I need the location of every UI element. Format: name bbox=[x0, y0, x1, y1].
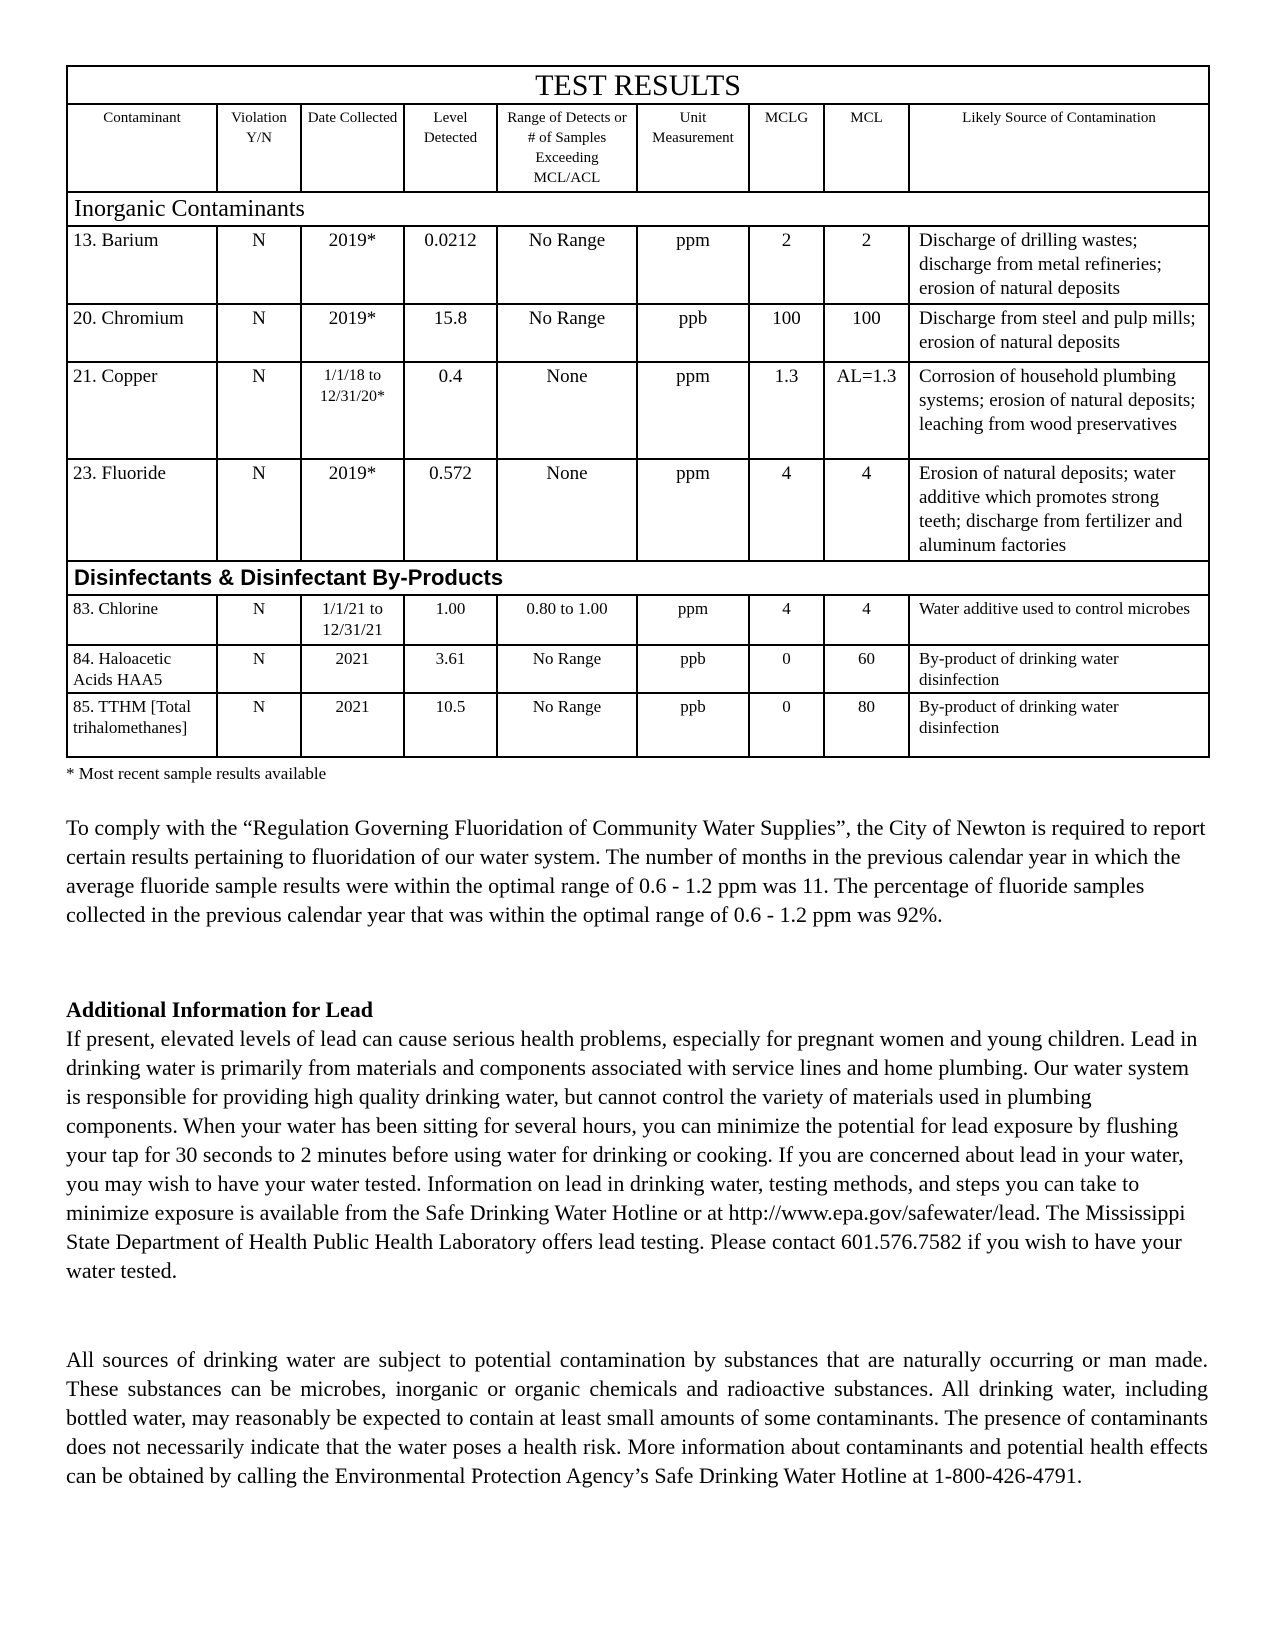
table-row bbox=[67, 304, 1209, 362]
mcl-cell: AL=1.3 bbox=[824, 362, 909, 459]
test-results-table bbox=[66, 65, 1210, 758]
unit-cell: ppb bbox=[637, 693, 749, 757]
unit-cell: ppm bbox=[637, 226, 749, 304]
level-cell: 0.4 bbox=[404, 362, 497, 459]
unit-cell: ppm bbox=[637, 362, 749, 459]
date-cell: 2019* bbox=[301, 226, 404, 304]
table-row bbox=[67, 693, 1209, 757]
unit-cell: ppm bbox=[637, 595, 749, 645]
range-cell: None bbox=[497, 459, 637, 561]
violation-cell: N bbox=[217, 693, 301, 757]
column-header: MCLG bbox=[749, 104, 824, 192]
level-cell: 0.572 bbox=[404, 459, 497, 561]
column-header: Contaminant bbox=[67, 104, 217, 192]
mclg-cell: 1.3 bbox=[749, 362, 824, 459]
mcl-cell: 80 bbox=[824, 693, 909, 757]
lead-section bbox=[66, 995, 1208, 1285]
contaminant-cell: 13. Barium bbox=[67, 226, 217, 304]
unit-cell: ppb bbox=[637, 645, 749, 693]
column-header: Violation Y/N bbox=[217, 104, 301, 192]
mcl-cell: 100 bbox=[824, 304, 909, 362]
level-cell: 0.0212 bbox=[404, 226, 497, 304]
section-title: Disinfectants & Disinfectant By-Products bbox=[67, 561, 1209, 595]
violation-cell: N bbox=[217, 226, 301, 304]
contaminant-cell: 83. Chlorine bbox=[67, 595, 217, 645]
level-cell: 15.8 bbox=[404, 304, 497, 362]
table-row bbox=[67, 362, 1209, 459]
source-cell: Erosion of natural deposits; water additive which promotes strong teeth; discharge from fertilizer and aluminum factories bbox=[909, 459, 1209, 561]
unit-cell: ppb bbox=[637, 304, 749, 362]
source-cell: Discharge of drilling wastes; discharge from metal refineries; erosion of natural deposits bbox=[909, 226, 1209, 304]
test-results-table-container bbox=[66, 65, 1208, 758]
violation-cell: N bbox=[217, 459, 301, 561]
table-title: TEST RESULTS bbox=[67, 66, 1209, 104]
contaminant-cell: 23. Fluoride bbox=[67, 459, 217, 561]
column-header: Range of Detects or # of Samples Exceeding MCL/ACL bbox=[497, 104, 637, 192]
column-header: Date Collected bbox=[301, 104, 404, 192]
contaminant-cell: 84. Haloacetic Acids HAA5 bbox=[67, 645, 217, 693]
lead-heading: Additional Information for Lead bbox=[66, 997, 374, 1022]
date-cell: 2021 bbox=[301, 693, 404, 757]
section-title: Inorganic Contaminants bbox=[67, 192, 1209, 226]
section-header-inorganic bbox=[67, 192, 1209, 226]
mcl-cell: 4 bbox=[824, 595, 909, 645]
source-cell: Water additive used to control microbes bbox=[909, 595, 1209, 645]
header-row bbox=[67, 104, 1209, 192]
source-cell: By-product of drinking water disinfection bbox=[909, 693, 1209, 757]
column-header: Unit Measurement bbox=[637, 104, 749, 192]
range-cell: 0.80 to 1.00 bbox=[497, 595, 637, 645]
table-row bbox=[67, 645, 1209, 693]
table-footnote: * Most recent sample results available bbox=[66, 764, 327, 783]
range-cell: None bbox=[497, 362, 637, 459]
table-row bbox=[67, 226, 1209, 304]
range-cell: No Range bbox=[497, 645, 637, 693]
date-cell: 2019* bbox=[301, 459, 404, 561]
date-cell: 1/1/21 to 12/31/21 bbox=[301, 595, 404, 645]
section-header-disinfectants bbox=[67, 561, 1209, 595]
violation-cell: N bbox=[217, 304, 301, 362]
level-cell: 10.5 bbox=[404, 693, 497, 757]
mclg-cell: 4 bbox=[749, 595, 824, 645]
contaminant-cell: 85. TTHM [Total trihalomethanes] bbox=[67, 693, 217, 757]
mclg-cell: 2 bbox=[749, 226, 824, 304]
mcl-cell: 4 bbox=[824, 459, 909, 561]
range-cell: No Range bbox=[497, 693, 637, 757]
lead-paragraph: If present, elevated levels of lead can cause serious health problems, especially for pregnant women and young children. Lead in drinking water is primarily from materials and components associated with service lines and home plumbing. Our water system is responsible for providing high quality drinking water, but cannot control the variety of materials used in plumbing components. When your water has been sitting for several hours, you can minimize the potential for lead exposure by flushing your tap for 30 seconds to 2 minutes before using water for drinking or cooking. If you are concerned about lead in your water, you may wish to have your water tested. Information on lead in drinking water, testing methods, and steps you can take to minimize exposure is available from the Safe Drinking Water Hotline or at http://www.epa.gov/safewater/lead. The Mississippi State Department of Health Public Health Laboratory offers lead testing. Please contact 601.576.7582 if you wish to have your water tested. bbox=[66, 1026, 1198, 1283]
table-row bbox=[67, 595, 1209, 645]
unit-cell: ppm bbox=[637, 459, 749, 561]
column-header: MCL bbox=[824, 104, 909, 192]
level-cell: 1.00 bbox=[404, 595, 497, 645]
violation-cell: N bbox=[217, 595, 301, 645]
mclg-cell: 4 bbox=[749, 459, 824, 561]
source-cell: Discharge from steel and pulp mills; erosion of natural deposits bbox=[909, 304, 1209, 362]
table-row bbox=[67, 459, 1209, 561]
mcl-cell: 2 bbox=[824, 226, 909, 304]
source-cell: Corrosion of household plumbing systems; erosion of natural deposits; leaching from wood preservatives bbox=[909, 362, 1209, 459]
column-header: Level Detected bbox=[404, 104, 497, 192]
date-cell: 2021 bbox=[301, 645, 404, 693]
level-cell: 3.61 bbox=[404, 645, 497, 693]
violation-cell: N bbox=[217, 645, 301, 693]
contaminant-cell: 20. Chromium bbox=[67, 304, 217, 362]
date-cell: 2019* bbox=[301, 304, 404, 362]
contaminant-cell: 21. Copper bbox=[67, 362, 217, 459]
violation-cell: N bbox=[217, 362, 301, 459]
column-header: Likely Source of Contamination bbox=[909, 104, 1209, 192]
range-cell: No Range bbox=[497, 226, 637, 304]
mclg-cell: 100 bbox=[749, 304, 824, 362]
mclg-cell: 0 bbox=[749, 645, 824, 693]
source-cell: By-product of drinking water disinfection bbox=[909, 645, 1209, 693]
mclg-cell: 0 bbox=[749, 693, 824, 757]
range-cell: No Range bbox=[497, 304, 637, 362]
contamination-sources-paragraph: All sources of drinking water are subject to potential contamination by substances that are naturally occurring or man made. These substances can be microbes, inorganic or organic chemicals and radioactive substances. All drinking water, including bottled water, may reasonably be expected to contain at least small amounts of some contaminants. The presence of contaminants does not necessarily indicate that the water poses a health risk. More information about contaminants and potential health effects can be obtained by calling the Environmental Protection Agency’s Safe Drinking Water Hotline at 1-800-426-4791. bbox=[66, 1347, 1208, 1488]
mcl-cell: 60 bbox=[824, 645, 909, 693]
fluoridation-paragraph: To comply with the “Regulation Governing Fluoridation of Community Water Supplies”, the City of Newton is required to report certain results pertaining to fluoridation of our water system. The number of months in the previous calendar year in which the average fluoride sample results were within the optimal range of 0.6 - 1.2 ppm was 11. The percentage of fluoride samples collected in the previous calendar year that was within the optimal range of 0.6 - 1.2 ppm was 92%. bbox=[66, 815, 1206, 927]
date-cell: 1/1/18 to 12/31/20* bbox=[301, 362, 404, 459]
